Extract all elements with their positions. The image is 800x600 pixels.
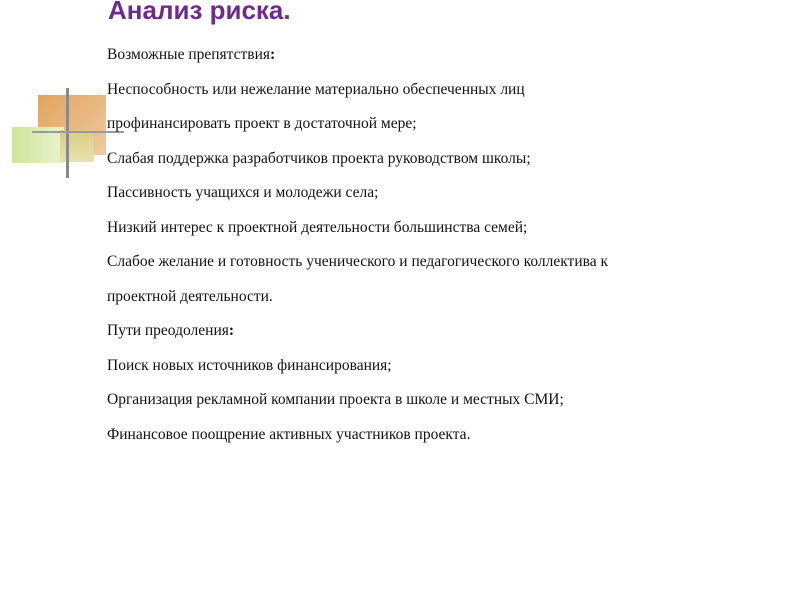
obstacle-line: Пассивность учащихся и молодежи села;	[107, 184, 379, 201]
decorative-vertical-line	[66, 88, 69, 178]
solution-line: Поиск новых источников финансирования;	[107, 356, 392, 374]
obstacles-heading-text: Возможные препятствия	[107, 46, 271, 63]
solutions-heading-colon: :	[228, 322, 235, 339]
obstacles-heading	[107, 38, 777, 73]
slide-title: Анализ риска.	[108, 0, 291, 25]
obstacle-line: Слабая поддержка разработчиков проекта руководством школы;	[107, 149, 531, 167]
obstacle-line: Низкий интерес к проектной деятельности большинства семей;	[107, 218, 528, 236]
obstacle-line: проектной деятельности.	[107, 287, 273, 305]
slide-content	[107, 38, 777, 452]
solutions-heading	[107, 314, 777, 349]
obstacle-line: профинансировать проект в достаточной мере;	[107, 115, 417, 132]
solution-line: Организация рекламной компании проекта в школе и местных СМИ;	[107, 391, 564, 408]
solutions-heading-text: Пути преодоления	[107, 322, 229, 339]
obstacle-line: Слабое желание и готовность ученического и педагогического коллектива к	[107, 253, 609, 270]
solution-line: Финансовое поощрение активных участников проекта.	[107, 425, 471, 443]
obstacle-line: Неспособность или нежелание материально обеспеченных лиц	[107, 80, 525, 98]
obstacles-heading-colon: :	[270, 46, 276, 63]
